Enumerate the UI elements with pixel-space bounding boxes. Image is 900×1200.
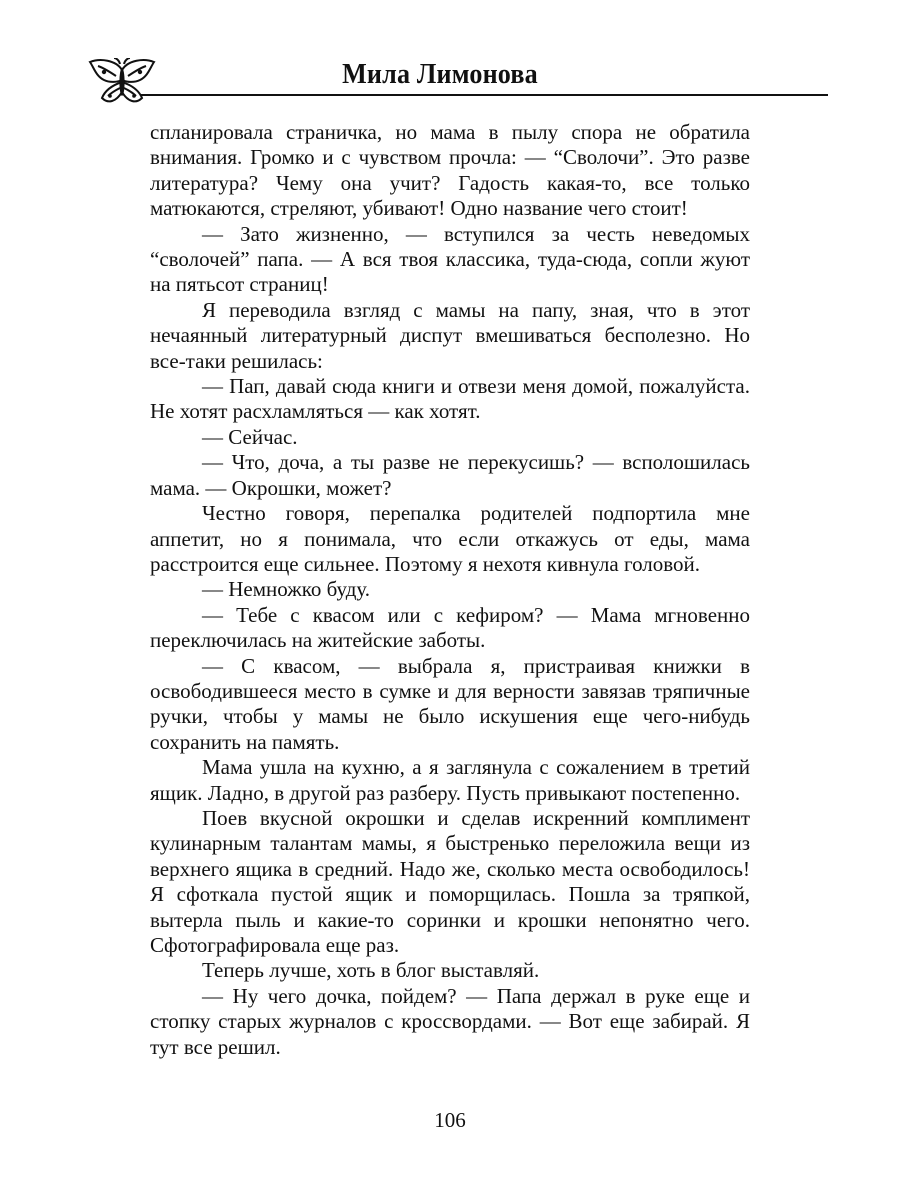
paragraph: — Сейчас. bbox=[202, 424, 298, 449]
paragraph: — С квасом, — выбрала я, пристраивая книжки в освободившееся место в сумке и для верности завязав тряпичные ручки, чтобы у мамы не было искушения еще чего-нибудь сохранить на память. bbox=[150, 653, 750, 754]
paragraph: Мама ушла на кухню, а я заглянула с сожалением в третий ящик. Ладно, в другой раз разберу. Пусть привыкают постепенно. bbox=[150, 755, 750, 805]
paragraph: Поев вкусной окрошки и сделав искренний комплимент кулинарным талантам мамы, я быстренько переложила вещи из верхнего ящика в средний. Надо же, сколько места освободилось! Я сфоткала пустой ящик и поморщилась. Пошла за тряпкой, вытерла пыль и какие-то соринки и крошки непонятно чего. Сфотографировала еще раз. bbox=[150, 805, 750, 957]
paragraph: Честно говоря, перепалка родителей подпортила мне аппетит, но я понимала, что если откажусь от еды, мама расстроится еще сильнее. Поэтому я нехотя кивнула головой. bbox=[150, 501, 750, 576]
paragraph: — Что, доча, а ты разве не перекусишь? — всполошилась мама. — Окрошки, может? bbox=[150, 450, 750, 500]
header-rule bbox=[140, 94, 828, 96]
paragraph: Теперь лучше, хоть в блог выставляй. bbox=[202, 958, 540, 983]
paragraph: спланировала страничка, но мама в пылу спора не обратила внимания. Громко и с чувством прочла: — “Сволочи”. Это разве литература? Чему она учит? Гадость какая-то, все только матюкаются, стреляют, убивают! Одно название чего стоит! bbox=[150, 120, 750, 221]
page-body bbox=[150, 120, 750, 1060]
header-title: Мила Лимонова bbox=[342, 58, 538, 90]
paragraph: — Ну чего дочка, пойдем? — Папа держал в руке еще и стопку старых журналов с кроссвордами. — Вот еще забирай. Я тут все решил. bbox=[150, 983, 750, 1059]
paragraph: — Пап, давай сюда книги и отвези меня домой, пожалуйста. Не хотят расхламляться — как хотят. bbox=[150, 374, 750, 424]
paragraph: — Немножко буду. bbox=[202, 577, 371, 602]
page-number: 106 bbox=[434, 1108, 466, 1132]
paragraph: Я переводила взгляд с мамы на папу, зная, что в этот нечаянный литературный диспут вмешиваться бесполезно. Но все-таки решилась: bbox=[150, 297, 750, 373]
paragraph: — Зато жизненно, — вступился за честь неведомых “сволочей” папа. — А вся твоя классика, туда-сюда, сопли жуют на пятьсот страниц! bbox=[150, 221, 750, 297]
paragraph: — Тебе с квасом или с кефиром? — Мама мгновенно переключилась на житейские заботы. bbox=[150, 602, 750, 653]
running-header bbox=[0, 0, 900, 110]
butterfly-icon bbox=[86, 58, 158, 110]
